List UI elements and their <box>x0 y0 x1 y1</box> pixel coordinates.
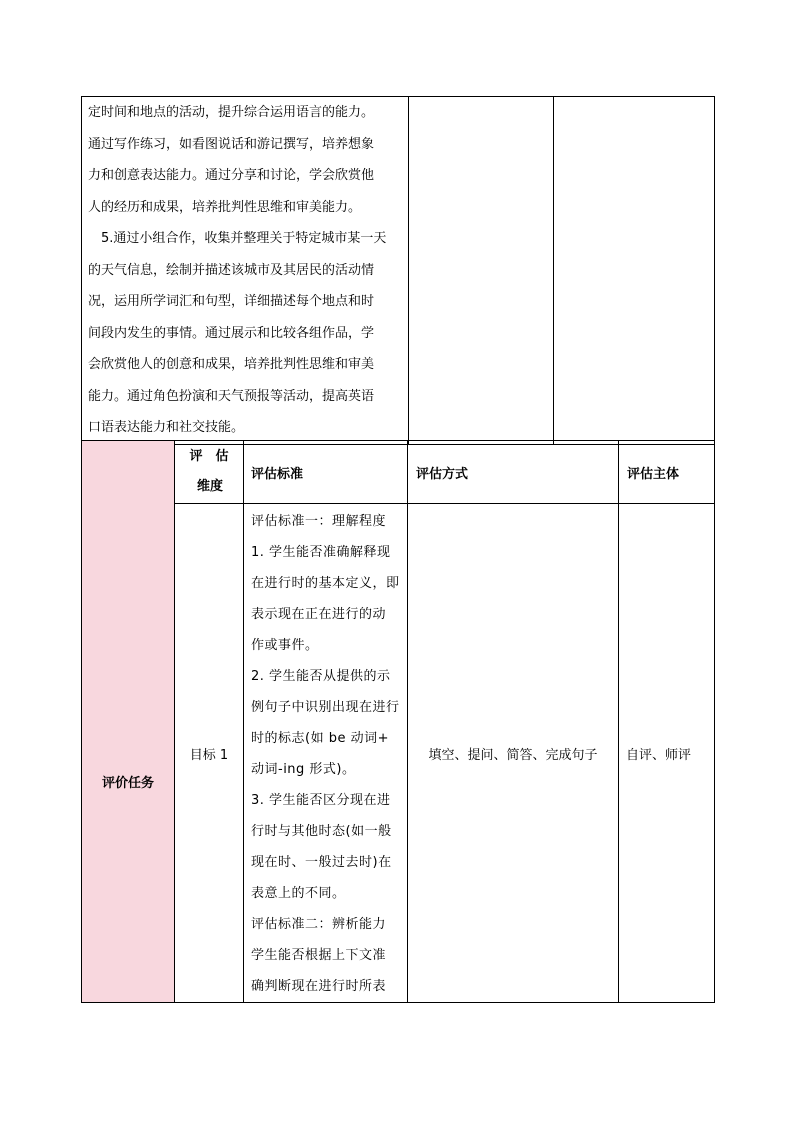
objective-line: 人的经历和成果，培养批判性思维和审美能力。 <box>88 199 362 215</box>
criteria-line: 现在时、一般过去时)在 <box>251 855 392 870</box>
objective-line: 5.通过小组合作，收集并整理关于特定城市某一天 <box>101 231 387 246</box>
header-dimension-line1: 评 估 <box>189 449 229 464</box>
header-dimension <box>175 441 244 504</box>
criteria-line: 表示现在正在进行的动 <box>251 607 387 622</box>
criteria-line: 在进行时的基本定义，即 <box>251 576 400 591</box>
objective-line: 间段内发生的事情。通过展示和比较各组作品，学 <box>88 325 375 341</box>
dimension-cell <box>175 504 244 1003</box>
criteria-line: 例句子中识别出现在进行 <box>251 700 400 715</box>
objective-line: 力和创意表达能力。通过分享和讨论，学会欣赏他 <box>88 168 375 183</box>
criteria-cell <box>244 504 408 1003</box>
subject-cell <box>619 504 715 1003</box>
criteria-line: 3. 学生能否区分现在进 <box>251 793 391 808</box>
objective-line: 会欣赏他人的创意和成果，培养批判性思维和审美 <box>88 357 375 372</box>
empty-cell <box>409 97 554 445</box>
objectives-cell <box>82 97 409 445</box>
dimension-value: 目标 1 <box>189 747 229 763</box>
method-cell <box>408 504 619 1003</box>
empty-cell <box>554 97 715 445</box>
criteria-line: 学生能否根据上下文准 <box>251 948 387 963</box>
subject-value: 自评、师评 <box>626 747 692 763</box>
header-subject <box>619 441 715 504</box>
criteria-line: 确判断现在进行时所表 <box>251 979 387 994</box>
criteria-line: 表意上的不同。 <box>251 886 346 901</box>
header-criteria <box>244 441 408 504</box>
criteria-line: 1. 学生能否准确解释现 <box>251 545 391 560</box>
criteria-line: 动词-ing 形式)。 <box>251 762 356 777</box>
criteria-line: 2. 学生能否从提供的示 <box>251 669 391 684</box>
objective-line: 能力。通过角色扮演和天气预报等活动，提高英语 <box>88 388 375 404</box>
section-label: 评价任务 <box>101 776 154 791</box>
criteria-line: 时的标志(如 be 动词+ <box>251 731 389 746</box>
criteria-line: 评估标准一：理解程度 <box>251 514 387 529</box>
objective-line: 口语表达能力和社交技能。 <box>88 420 245 435</box>
evaluation-table <box>81 440 715 1003</box>
header-subject-label: 评估主体 <box>627 466 680 482</box>
criteria-list <box>244 504 407 1002</box>
criteria-line: 作或事件。 <box>251 638 319 653</box>
objective-line: 定时间和地点的活动，提升综合运用语言的能力。 <box>88 105 375 120</box>
header-method <box>408 441 619 504</box>
criteria-line: 评估标准二：辨析能力 <box>251 917 387 932</box>
header-dimension-line2: 维度 <box>197 479 224 494</box>
criteria-line: 行时与其他时态(如一般 <box>251 824 392 839</box>
header-method-label: 评估方式 <box>416 466 469 482</box>
header-criteria-label: 评估标准 <box>251 466 304 482</box>
objectives-table <box>81 96 715 445</box>
objective-line: 通过写作练习，如看图说话和游记撰写，培养想象 <box>88 136 375 152</box>
section-label-cell <box>82 441 175 1003</box>
objective-line: 的天气信息，绘制并描述该城市及其居民的活动情 <box>88 262 375 278</box>
objective-line: 况，运用所学词汇和句型，详细描述每个地点和时 <box>88 294 375 309</box>
method-value: 填空、提问、简答、完成句子 <box>428 747 598 763</box>
